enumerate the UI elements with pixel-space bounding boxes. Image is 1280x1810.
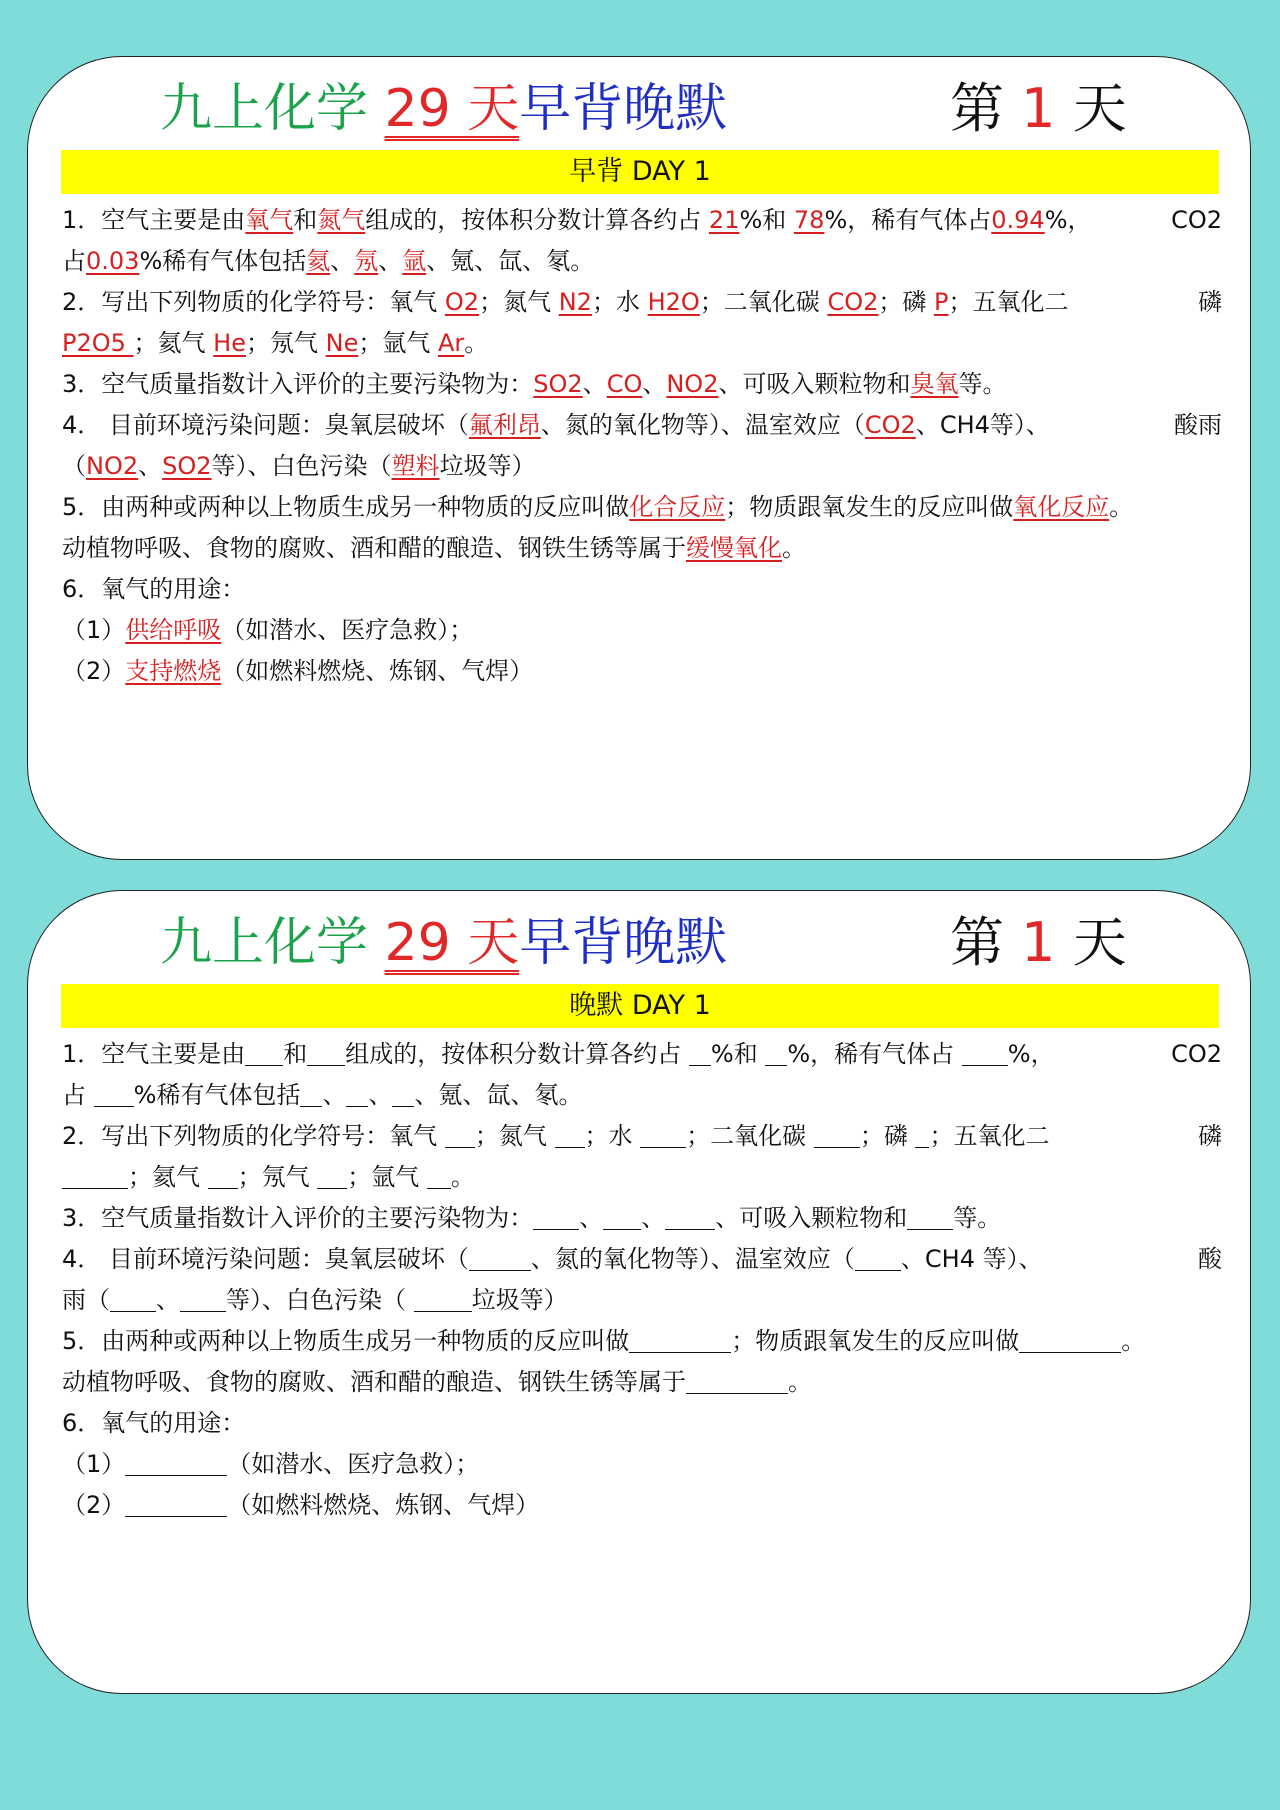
blank[interactable] [686, 1365, 788, 1394]
blank[interactable] [427, 1160, 451, 1189]
blank[interactable] [94, 1078, 134, 1107]
blank[interactable] [907, 1201, 953, 1230]
card-title [28, 907, 1250, 987]
question-2: 2．写出下列物质的化学符号：氧气 O2；氮气 N2；水 H2O；二氧化碳 CO2；磷 P；五氧化二 磷 [62, 288, 1222, 316]
title-slogan: 早背晚默 [519, 913, 728, 973]
answer: Ne [325, 329, 359, 357]
blank[interactable] [208, 1160, 238, 1189]
answer: 21 [708, 206, 740, 234]
answer: P2O5 [62, 329, 134, 357]
question-1: 1．空气主要是由氧气和氮气组成的，按体积分数计算各约占 21%和 78%，稀有气体占0.94%， CO2 [62, 206, 1222, 234]
title-days: 29 天 [384, 79, 520, 139]
question-4-cont: 雨（ 、 等）、白色污染（ 垃圾等） [62, 1280, 1222, 1321]
answer: SO2 [162, 452, 212, 480]
blank[interactable] [125, 1488, 227, 1517]
answer: 氩 [402, 247, 427, 275]
card-title [28, 73, 1250, 153]
answer: 化合反应 [629, 493, 726, 521]
blank[interactable] [62, 1160, 128, 1189]
answer: 臭氧 [910, 370, 959, 398]
answer: SO2 [533, 370, 583, 398]
answer: NO2 [666, 370, 719, 398]
answer: CO2 [864, 411, 916, 439]
question-6-item-1: （1） （如潜水、医疗急救）； [62, 1444, 1222, 1485]
evening-card [27, 890, 1251, 1694]
answer: CO [606, 370, 643, 398]
blank[interactable] [855, 1242, 901, 1271]
evening-content [62, 1034, 1222, 1526]
page-title [160, 73, 727, 145]
question-5-cont: 动植物呼吸、食物的腐败、酒和醋的酿造、钢铁生锈等属于缓慢氧化。 [62, 534, 806, 562]
blank[interactable] [689, 1037, 711, 1066]
answer: O2 [444, 288, 480, 316]
blank[interactable] [300, 1078, 322, 1107]
blank[interactable] [346, 1078, 368, 1107]
day-number: 1 [1021, 911, 1056, 974]
answer: 缓慢氧化 [686, 534, 782, 562]
question-1-cont: 占0.03%稀有气体包括氦、氖、氩、氪、氙、氡。 [62, 247, 595, 275]
day-label: 第 1 天 [950, 77, 1127, 140]
title-course: 九上化学 [160, 79, 385, 139]
morning-content [62, 200, 1222, 692]
title-slogan: 早背晚默 [519, 79, 728, 139]
blank[interactable] [665, 1201, 715, 1230]
question-5-cont: 动植物呼吸、食物的腐败、酒和醋的酿造、钢铁生锈等属于 。 [62, 1362, 1222, 1403]
question-2: 2．写出下列物质的化学符号：氧气 ；氮气 ；水 ；二氧化碳 ；磷 ；五氧化二 磷 [62, 1116, 1222, 1157]
blank[interactable] [915, 1119, 929, 1148]
question-2-cont: ；氦气 ；氖气 ；氩气 。 [62, 1157, 1222, 1198]
blank[interactable] [392, 1078, 414, 1107]
question-6-item-1: （1）供给呼吸（如潜水、医疗急救）； [62, 616, 474, 644]
answer: 氧气 [245, 206, 294, 234]
question-1-cont: 占 %稀有气体包括 、 、 、氪、氙、氡。 [62, 1075, 1222, 1116]
answer: He [213, 329, 246, 357]
blank[interactable] [533, 1201, 579, 1230]
question-2-cont: P2O5 ；氦气 He；氖气 Ne；氩气 Ar。 [62, 329, 489, 357]
blank[interactable] [414, 1283, 472, 1312]
question-4: 4． 目前环境污染问题：臭氧层破坏（氟利昂、氮的氧化物等）、温室效应（CO2、CH4等）、 酸雨 [62, 411, 1222, 439]
question-4: 4． 目前环境污染问题：臭氧层破坏（ 、氮的氧化物等）、温室效应（ 、CH4 等）、 酸 [62, 1239, 1222, 1280]
blank[interactable] [110, 1283, 156, 1312]
question-5: 5．由两种或两种以上物质生成另一种物质的反应叫做化合反应；物质跟氧发生的反应叫做氧化反应。 [62, 493, 1134, 521]
blank[interactable] [125, 1447, 227, 1476]
blank[interactable] [765, 1037, 787, 1066]
blank[interactable] [555, 1119, 585, 1148]
answer: 氧化反应 [1013, 493, 1110, 521]
question-3: 3．空气质量指数计入评价的主要污染物为： 、 、 、可吸入颗粒物和 等。 [62, 1198, 1222, 1239]
blank[interactable] [180, 1283, 226, 1312]
question-6-item-2: （2）支持燃烧（如燃料燃烧、炼钢、气焊） [62, 657, 534, 685]
question-3: 3．空气质量指数计入评价的主要污染物为：SO2、CO、NO2、可吸入颗粒物和臭氧等。 [62, 370, 1007, 398]
question-6: 6．氧气的用途： [62, 575, 246, 603]
blank[interactable] [307, 1037, 345, 1066]
blank[interactable] [469, 1242, 531, 1271]
title-course: 九上化学 [160, 913, 385, 973]
question-4-cont: （NO2、SO2等）、白色污染（塑料垃圾等） [62, 452, 536, 480]
blank[interactable] [317, 1160, 347, 1189]
answer: 支持燃烧 [125, 657, 222, 685]
answer: H2O [647, 288, 700, 316]
answer: P [934, 288, 949, 316]
day-number: 1 [1021, 77, 1056, 140]
answer: Ar [437, 329, 465, 357]
answer: 塑料 [391, 452, 440, 480]
answer: NO2 [86, 452, 139, 480]
page-title [160, 907, 727, 979]
question-6-item-2: （2） （如燃料燃烧、炼钢、气焊） [62, 1485, 1222, 1526]
morning-card [27, 56, 1251, 860]
answer: 氦 [306, 247, 331, 275]
blank[interactable] [814, 1119, 860, 1148]
blank[interactable] [245, 1037, 283, 1066]
answer: 氟利昂 [468, 411, 541, 439]
morning-banner: 早背 DAY 1 [61, 150, 1219, 194]
answer: CO2 [827, 288, 879, 316]
answer: 0.94 [991, 206, 1045, 234]
day-label: 第 1 天 [950, 911, 1127, 974]
answer: 氮气 [317, 206, 366, 234]
answer: 氖 [354, 247, 379, 275]
blank[interactable] [629, 1324, 731, 1353]
question-1: 1．空气主要是由 和 组成的，按体积分数计算各约占 %和 %，稀有气体占 %， CO2 [62, 1034, 1222, 1075]
blank[interactable] [603, 1201, 641, 1230]
blank[interactable] [445, 1119, 475, 1148]
question-5: 5．由两种或两种以上物质生成另一种物质的反应叫做 ；物质跟氧发生的反应叫做 。 [62, 1321, 1222, 1362]
answer: 供给呼吸 [125, 616, 222, 644]
title-days: 29 天 [384, 913, 520, 973]
answer: N2 [558, 288, 592, 316]
blank[interactable] [640, 1119, 686, 1148]
evening-banner: 晚默 DAY 1 [61, 984, 1219, 1028]
answer: 0.03 [86, 247, 140, 275]
answer: 78 [793, 206, 825, 234]
blank[interactable] [962, 1037, 1008, 1066]
blank[interactable] [1019, 1324, 1121, 1353]
question-6: 6．氧气的用途： [62, 1409, 246, 1437]
